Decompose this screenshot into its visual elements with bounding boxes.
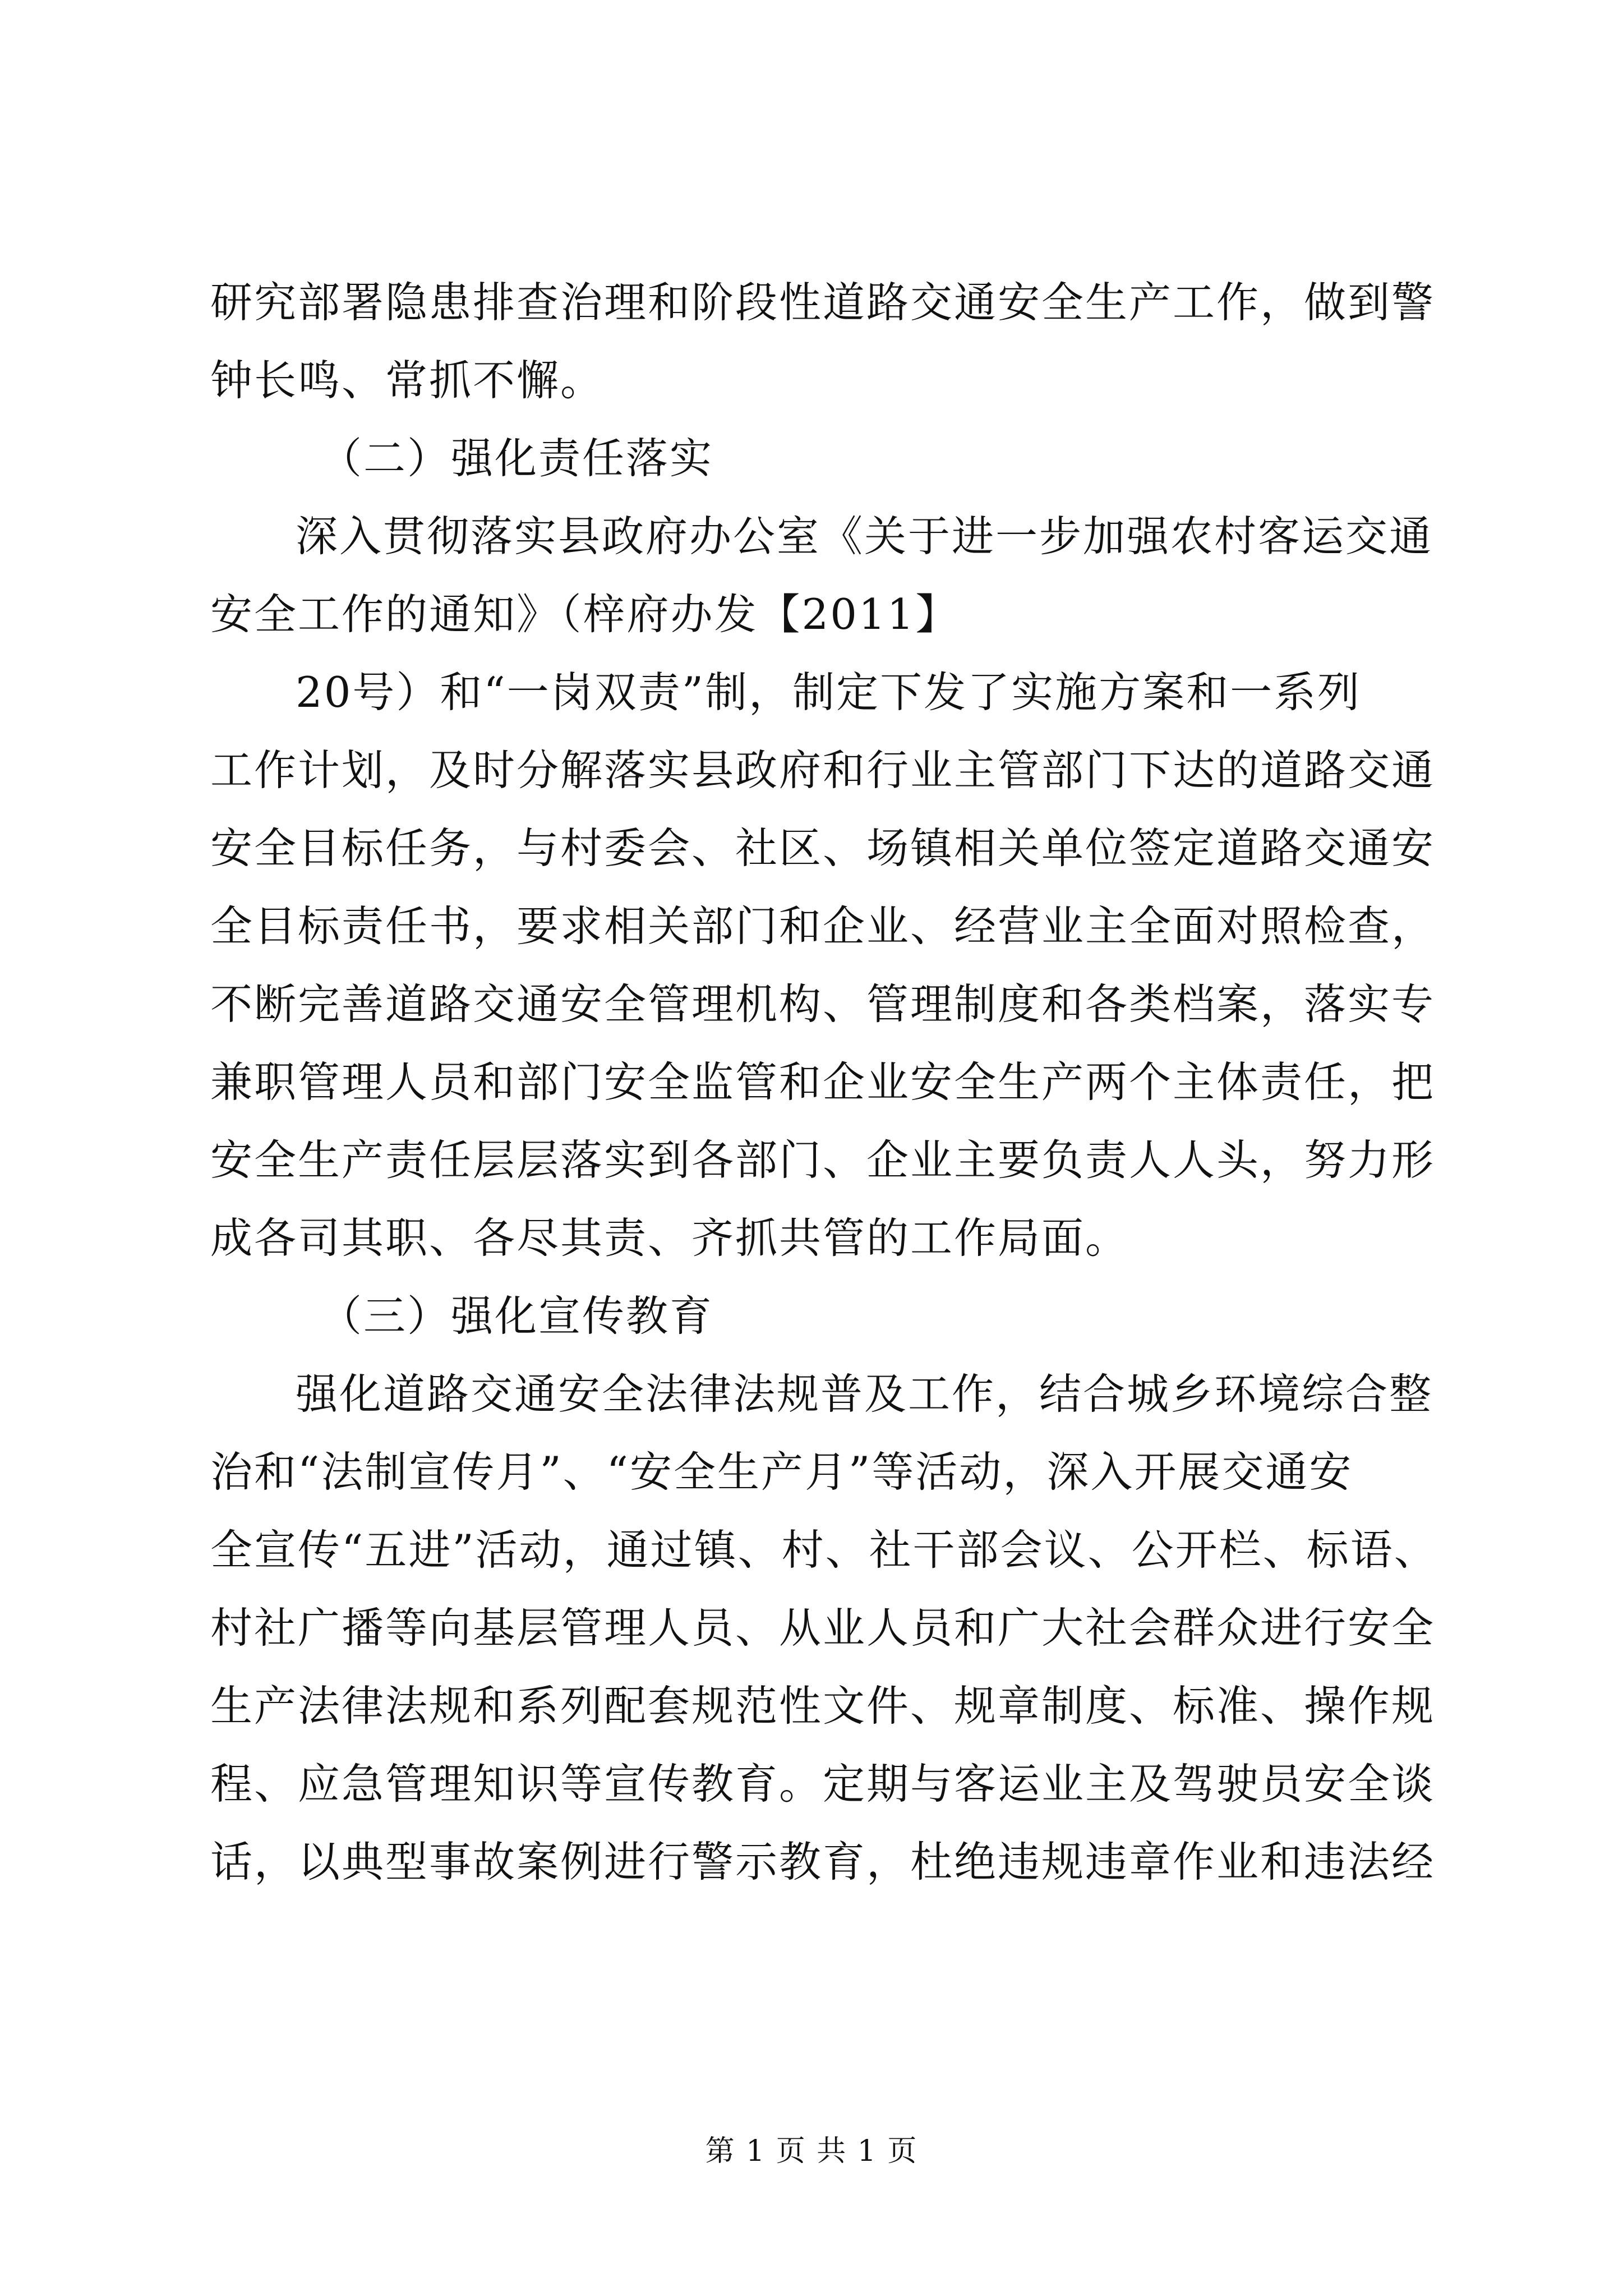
section-heading: （二）强化责任落实 xyxy=(320,434,714,483)
paragraph-line: 研究部署隐患排查治理和阶段性道路交通安全生产工作，做到警 xyxy=(210,278,1436,327)
paragraph-line: 治和“法制宣传月”、“安全生产月”等活动，深入开展交通安 xyxy=(210,1447,1353,1497)
paragraph-line: 生产法律法规和系列配套规范性文件、规章制度、标准、操作规 xyxy=(210,1681,1436,1731)
paragraph-line: 兼职管理人员和部门安全监管和企业安全生产两个主体责任，把 xyxy=(210,1057,1436,1107)
paragraph-line: 钟长鸣、常抓不懈。 xyxy=(210,356,605,405)
page-number-footer: 第 1 页 共 1 页 xyxy=(705,2134,918,2168)
paragraph-line: 不断完善道路交通安全管理机构、管理制度和各类档案，落实专 xyxy=(210,979,1436,1029)
paragraph-line: 安全生产责任层层落实到各部门、企业主要负责人人头，努力形 xyxy=(210,1135,1436,1185)
section-heading: （三）强化宣传教育 xyxy=(320,1291,714,1341)
paragraph-line: 20号）和“一岗双责”制，制定下发了实施方案和一系列 xyxy=(296,668,1362,717)
paragraph-line: 深入贯彻落实县政府办公室《关于进一步加强农村客运交通 xyxy=(296,512,1433,561)
paragraph-line: 话，以典型事故案例进行警示教育，杜绝违规违章作业和违法经 xyxy=(210,1837,1436,1887)
paragraph-line: 全目标责任书，要求相关部门和企业、经营业主全面对照检查， xyxy=(210,901,1436,951)
paragraph-line: 全宣传“五进”活动，通过镇、村、社干部会议、公开栏、标语、 xyxy=(210,1525,1438,1575)
paragraph-line: 工作计划，及时分解落实县政府和行业主管部门下达的道路交通 xyxy=(210,746,1436,795)
paragraph-line: 成各司其职、各尽其责、齐抓共管的工作局面。 xyxy=(210,1213,1129,1263)
paragraph-line: 安全工作的通知》（梓府办发【2011】 xyxy=(210,590,960,639)
paragraph-line: 程、应急管理知识等宣传教育。定期与客运业主及驾驶员安全谈 xyxy=(210,1759,1436,1809)
paragraph-line: 强化道路交通安全法律法规普及工作，结合城乡环境综合整 xyxy=(296,1369,1433,1419)
paragraph-line: 村社广播等向基层管理人员、从业人员和广大社会群众进行安全 xyxy=(210,1603,1436,1653)
paragraph-line: 安全目标任务，与村委会、社区、场镇相关单位签定道路交通安 xyxy=(210,823,1436,873)
document-body xyxy=(210,264,1438,1901)
